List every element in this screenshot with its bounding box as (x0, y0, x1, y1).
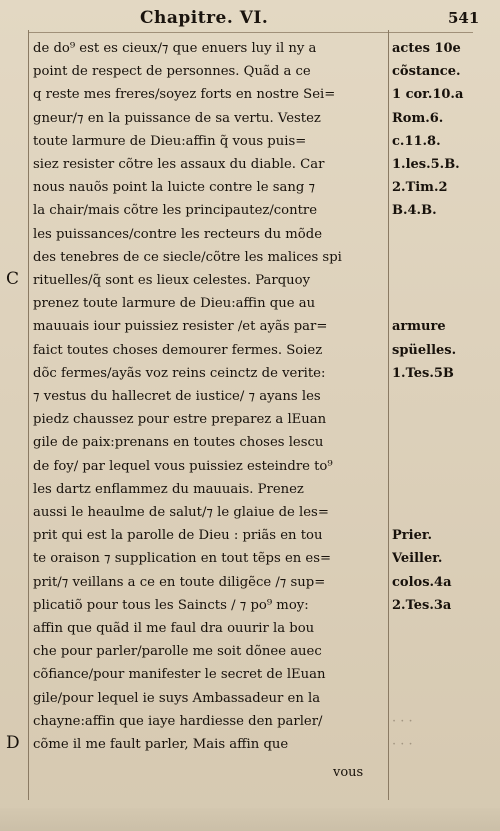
margin-note: c.11.8. (392, 133, 441, 149)
text-line: mauuais iour puissiez resister /et ayãs par= (33, 319, 328, 335)
text-line: siez resister cõtre les assaux du diable. Car (33, 157, 325, 172)
text-line: plicatiõ pour tous les Saincts / ⁊ po⁹ moy: (33, 597, 309, 613)
margin-note: Prier. (392, 528, 433, 544)
text-line: la chair/mais cõtre les principautez/contre (33, 203, 318, 219)
margin-note: 1 cor.10.a (392, 87, 464, 103)
header-rule (28, 32, 473, 33)
text-line: de foy/ par lequel vous puissiez esteindre to⁹ (33, 458, 333, 474)
margin-note: 1.les.5.B. (392, 157, 460, 172)
text-line: cõme il me fault parler, Mais affin que (33, 737, 289, 752)
margin-note: B.4.B. (392, 203, 437, 219)
chapter-title: Chapitre. VI. (140, 8, 269, 28)
text-line: gile de paix:prenans en toutes choses lescu (33, 435, 324, 451)
text-line: piedz chaussez pour estre preparez a lEuan (33, 412, 327, 428)
text-line: prit qui est la parolle de Dieu : priãs en tou (33, 528, 323, 544)
text-line: point de respect de personnes. Quãd a ce (33, 64, 311, 80)
margin-note: cõstance. (392, 64, 461, 80)
text-line: les puissances/contre les recteurs du mõde (33, 226, 322, 242)
left-margin-rule (28, 30, 29, 800)
margin-note: Veiller. (392, 551, 443, 567)
margin-note: · · · (392, 737, 413, 752)
right-margin-rule (388, 30, 389, 800)
text-line: de do⁹ est es cieux/⁊ que enuers luy il ny a (33, 41, 317, 56)
text-line: nous nauõs point la luicte contre le sang ⁊ (33, 180, 316, 196)
text-line: rituelles/q̃ sont es lieux celestes. Parquoy (33, 273, 311, 288)
margin-note: actes 10e (392, 41, 461, 56)
catchword: vous (333, 765, 364, 780)
margin-note: 1.Tes.5B (392, 365, 454, 381)
text-line: prit/⁊ veillans a ce en toute diligẽce /⁊ sup= (33, 574, 326, 590)
text-line: chayne:affin que iaye hardiesse den parler/ (33, 713, 323, 729)
margin-note: Rom.6. (392, 110, 444, 126)
margin-letter: D (6, 733, 20, 753)
text-line: les dartz enflammez du mauuais. Prenez (33, 481, 304, 497)
page-header (0, 6, 500, 32)
text-line: affin que quãd il me faul dra ouurir la bou (33, 621, 315, 636)
margin-note: · · · (392, 713, 413, 729)
text-line: toute larmure de Dieu:affin q̃ vous puis= (33, 133, 307, 149)
text-line: aussi le heaulme de salut/⁊ le glaiue de les= (33, 505, 329, 520)
margin-letter: C (6, 269, 20, 289)
text-line: q reste mes freres/soyez forts en nostre Sei= (33, 87, 336, 103)
page-bottom-edge (0, 808, 500, 831)
margin-note: 2.Tes.3a (392, 597, 452, 613)
text-line: gneur/⁊ en la puissance de sa vertu. Vestez (33, 110, 321, 126)
text-line: dõc fermes/ayãs voz reins ceinctz de verite: (33, 365, 326, 381)
margin-note: 2.Tim.2 (392, 180, 448, 196)
margin-note: armure (392, 319, 446, 335)
text-line: gile/pour lequel ie suys Ambassadeur en la (33, 690, 321, 706)
text-line: cõfiance/pour manifester le secret de lEuan (33, 667, 326, 683)
text-line: ⁊ vestus du hallecret de iustice/ ⁊ ayans les (33, 389, 321, 404)
text-line: te oraison ⁊ supplication en tout tẽps en es= (33, 551, 332, 567)
text-line: che pour parler/parolle me soit dõnee auec (33, 644, 322, 660)
margin-note: colos.4a (392, 574, 452, 590)
text-line: faict toutes choses demourer fermes. Soiez (33, 342, 323, 358)
text-line: prenez toute larmure de Dieu:affin que au (33, 296, 316, 312)
page-number: 541 (448, 9, 480, 27)
margin-note: spüelles. (392, 342, 457, 358)
text-line: des tenebres de ce siecle/cõtre les malices spi (33, 249, 342, 265)
